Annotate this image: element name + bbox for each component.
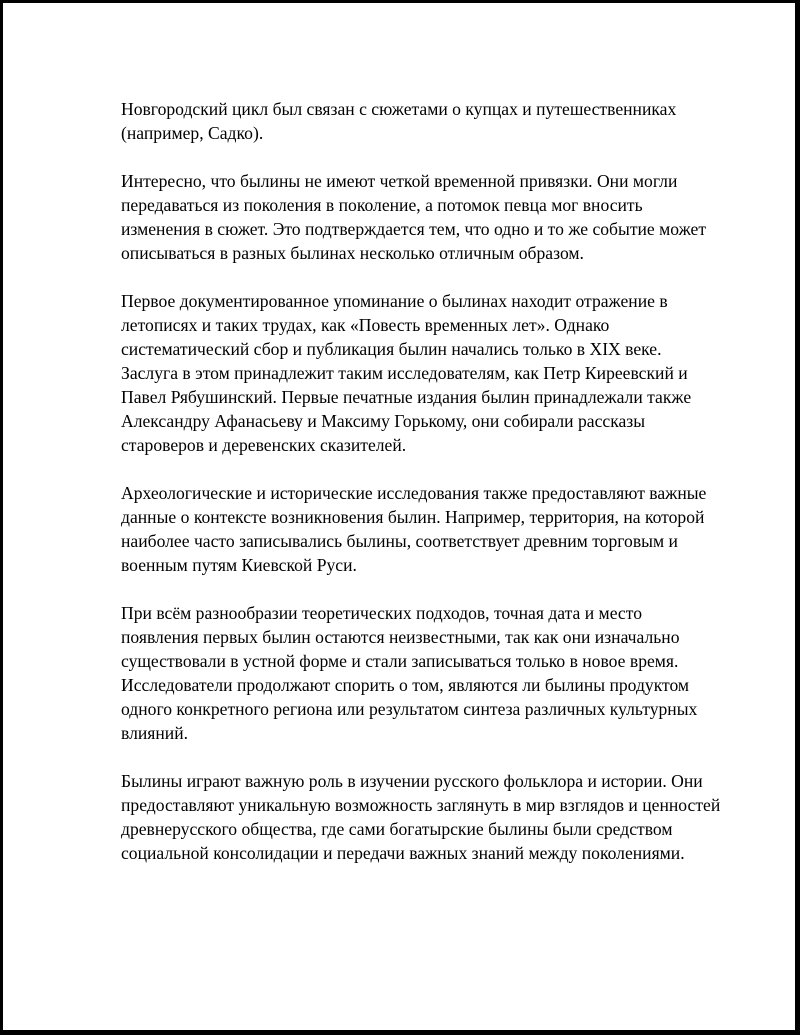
paragraph-no-time-binding: Интересно, что былины не имеют четкой временной привязки. Они могли передаваться из поколения в поколение, а потомок певца мог вносить изменения в сюжет. Это подтверждается тем, что одно и то же событие может описываться в разных былинах несколько отличным образом. — [121, 171, 707, 263]
paragraph-importance: Былины играют важную роль в изучении русского фольклора и истории. Они предоставляют уникальную возможность заглянуть в мир взглядов и ценностей древнерусского общества, где сами богатырские былины были средством социальной консолидации и передачи важных знаний между поколениями. — [121, 771, 721, 863]
paragraph-origin-unknown: При всём разнообразии теоретических подходов, точная дата и место появления первых былин остаются неизвестными, так как они изначально существовали в устной форме и стали записываться только в новое время. Исследователи продолжают спорить о том, являются ли былины продуктом одного конкретного региона или результатом синтеза различных культурных влияний. — [121, 603, 698, 743]
document-body — [121, 97, 721, 889]
paragraph-archaeology: Археологические и исторические исследования также предоставляют важные данные о контексте возникновения былин. Например, территория, на которой наиболее часто записывались былины, соответствует древним торговым и военным путям Киевской Руси. — [121, 483, 707, 575]
paragraph-first-mention: Первое документированное упоминание о былинах находит отражение в летописях и таких трудах, как «Повесть временных лет». Однако систематический сбор и публикация былин начались только в XIX веке. Заслуга в этом принадлежит таким исследователям, как Петр Киреевский и Павел Рябушинский. Первые печатные издания былин принадлежали также Александру Афанасьеву и Максиму Горькому, они собирали рассказы староверов и деревенских сказителей. — [121, 291, 692, 455]
paragraph-novgorod-cycle: Новгородский цикл был связан с сюжетами о купцах и путешественниках (например, Садко). — [121, 99, 677, 143]
